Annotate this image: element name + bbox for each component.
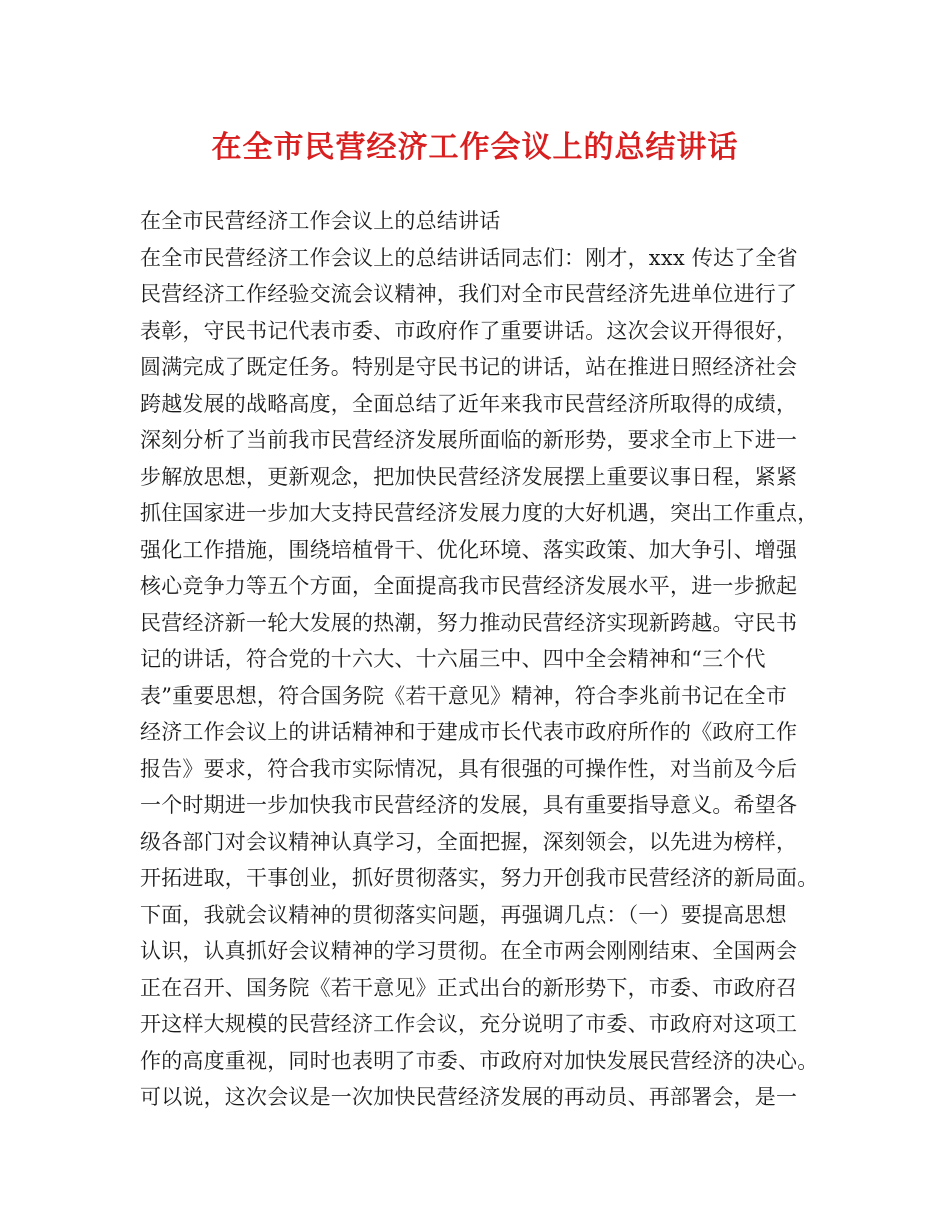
document-subtitle: 在全市民营经济工作会议上的总结讲话 [140,209,501,233]
body-line: 报告》要求，符合我市实际情况，具有很强的可操作性，对当前及今后 [140,756,798,781]
body-line: 民营经济工作经验交流会议精神，我们对全市民营经济先进单位进行了 [140,282,798,306]
body-line: 圆满完成了既定任务。特别是守民书记的讲话，站在推进日照经济社会 [140,355,798,379]
body-line: 表”重要思想，符合国务院《若干意见》精神，符合李兆前书记在全市 [140,683,787,708]
body-line: 跨越发展的战略高度，全面总结了近年来我市民营经济所取得的成绩， [140,391,798,416]
body-line: 民营经济新一轮大发展的热潮，努力推动民营经济实现新跨越。守民书 [140,610,798,635]
body-line: 在全市民营经济工作会议上的总结讲话同志们：刚才，xxx 传达了全省 [140,245,798,270]
body-line: 正在召开、国务院《若干意见》正式出台的新形势下，市委、市政府召 [140,975,798,1000]
body-line: 开这样大规模的民营经济工作会议，充分说明了市委、市政府对这项工 [140,1012,798,1036]
body-line: 经济工作会议上的讲话精神和于建成市长代表市政府所作的《政府工作 [140,720,798,744]
body-line: 记的讲话，符合党的十六大、十六届三中、四中全会精神和“三个代 [140,647,766,671]
body-line: 步解放思想，更新观念，把加快民营经济发展摆上重要议事日程，紧紧 [140,464,798,489]
body-line: 级各部门对会议精神认真学习，全面把握，深刻领会，以先进为榜样， [140,829,798,854]
body-line: 开拓进取，干事创业，抓好贯彻落实，努力开创我市民营经济的新局面。 [140,866,819,890]
body-line: 一个时期进一步加快我市民营经济的发展，具有重要指导意义。希望各 [140,793,798,817]
body-line: 可以说，这次会议是一次加快民营经济发展的再动员、再部署会，是一 [140,1085,798,1109]
body-line: 深刻分析了当前我市民营经济发展所面临的新形势，要求全市上下进一 [140,428,798,452]
body-line: 认识，认真抓好会议精神的学习贯彻。在全市两会刚刚结束、全国两会 [140,939,798,963]
body-line: 强化工作措施，围绕培植骨干、优化环境、落实政策、加大争引、增强 [140,537,798,562]
document-title: 在全市民营经济工作会议上的总结讲话 [211,130,739,165]
body-line: 作的高度重视，同时也表明了市委、市政府对加快发展民营经济的决心。 [140,1048,819,1073]
body-line: 抓住国家进一步加大支持民营经济发展力度的大好机遇，突出工作重点， [140,501,819,525]
document-body [140,203,830,1116]
body-line: 下面，我就会议精神的贯彻落实问题，再强调几点：（一）要提高思想 [140,902,787,927]
body-line: 核心竞争力等五个方面，全面提高我市民营经济发展水平，进一步掀起 [140,574,798,598]
body-line: 表彰，守民书记代表市委、市政府作了重要讲话。这次会议开得很好， [140,318,798,343]
